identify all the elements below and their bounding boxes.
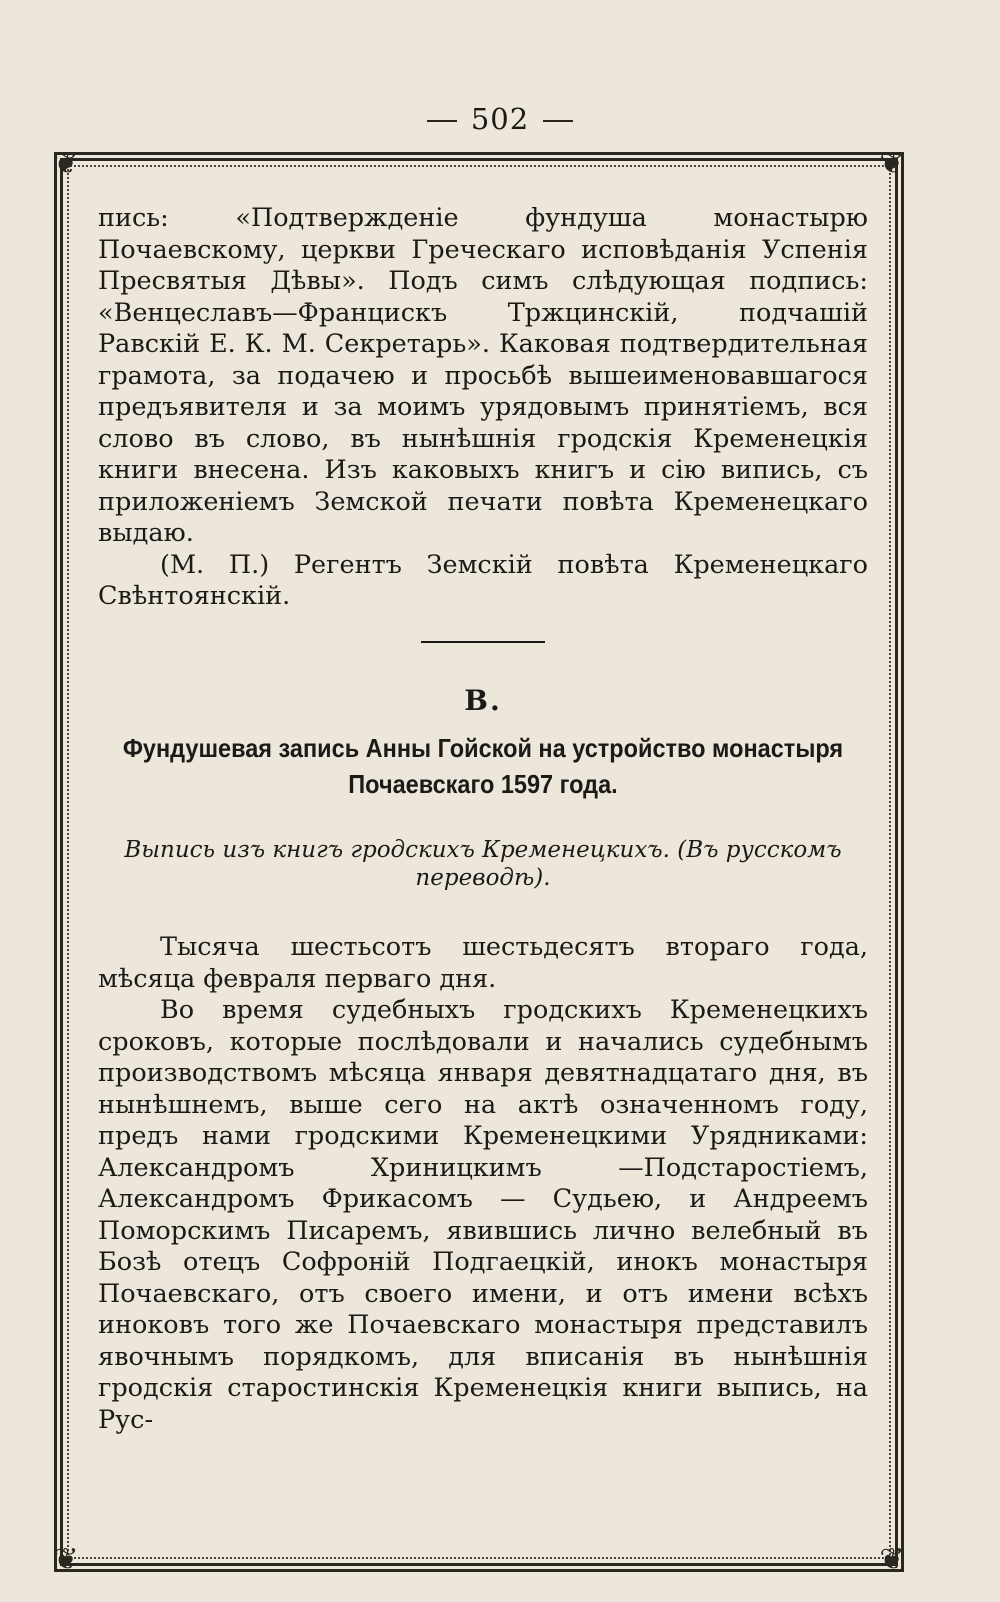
paragraph: Во время судебныхъ гродскихъ Кременецкихъ сроковъ, которые послѣдовали и начались судебнымъ производствомъ мѣсяца января девятнадцатаго дня, въ нынѣшнемъ, выше сего на актѣ означенномъ году, предъ нами гродскими Кременецкими Урядниками: Александромъ Хриницкимъ —Подстаростіемъ, Александромъ Фрикасомъ — Судьею, и Андреемъ Поморскимъ Писаремъ, явившись лично велебный въ Бозѣ отецъ Софроній Подгаецкій, инокъ монастыря Почаевскаго, отъ своего имени, и отъ имени всѣхъ иноковъ того же Почаевскаго монастыря представилъ явочнымъ порядкомъ, для вписанія въ нынѣшнія гродскія старостинскія Кременецкія книги выпись, на Рус- <box>98 995 868 1435</box>
ornament-corner-icon: ❦ <box>53 1542 79 1577</box>
dash-left <box>427 120 457 122</box>
dash-right <box>543 120 573 122</box>
paragraph: пись: «Подтвержденіе фундуша монастырю Почаевскому, церкви Греческаго исповѣданія Успенія Пресвятыя Дѣвы». Подъ симъ слѣдующая подпись: «Венцеславъ—Францискъ Тржцинскій, подчашій Равскій Е. К. М. Секретарь». Каковая подтвердительная грамота, за подачею и просьбѣ вышеименовавшагося предъявителя и за моимъ урядовымъ принятіемъ, вся слово въ слово, въ нынѣшнія гродскія Кременецкія книги внесена. Изъ каковыхъ книгъ и сію випись, съ приложеніемъ Земской печати повѣта Кременецкаго выдаю. <box>98 203 868 548</box>
section-heading: Фундушевая запись Анны Гойской на устройство монастыря Почаевскаго 1597 года. <box>122 733 844 799</box>
separator-rule <box>421 641 545 643</box>
section-subtitle: Выпись изъ книгъ гродскихъ Кременецкихъ. (Въ русскомъ переводѣ). <box>124 837 842 891</box>
paragraph: Тысяча шестьсотъ шестьдесятъ втораго года, мѣсяца февраля перваго дня. <box>98 932 868 994</box>
ornament-corner-icon: ❦ <box>879 146 905 181</box>
paragraph: (М. П.) Регентъ Земскій повѣта Кременецкаго Свѣнтоянскій. <box>98 549 868 611</box>
page-content <box>98 203 868 1436</box>
ornament-corner-icon: ❦ <box>53 146 79 181</box>
ornament-corner-icon: ❦ <box>879 1542 905 1577</box>
page-number: 502 <box>470 102 530 136</box>
section-letter: В. <box>464 683 502 717</box>
page-number-line <box>0 102 1000 136</box>
